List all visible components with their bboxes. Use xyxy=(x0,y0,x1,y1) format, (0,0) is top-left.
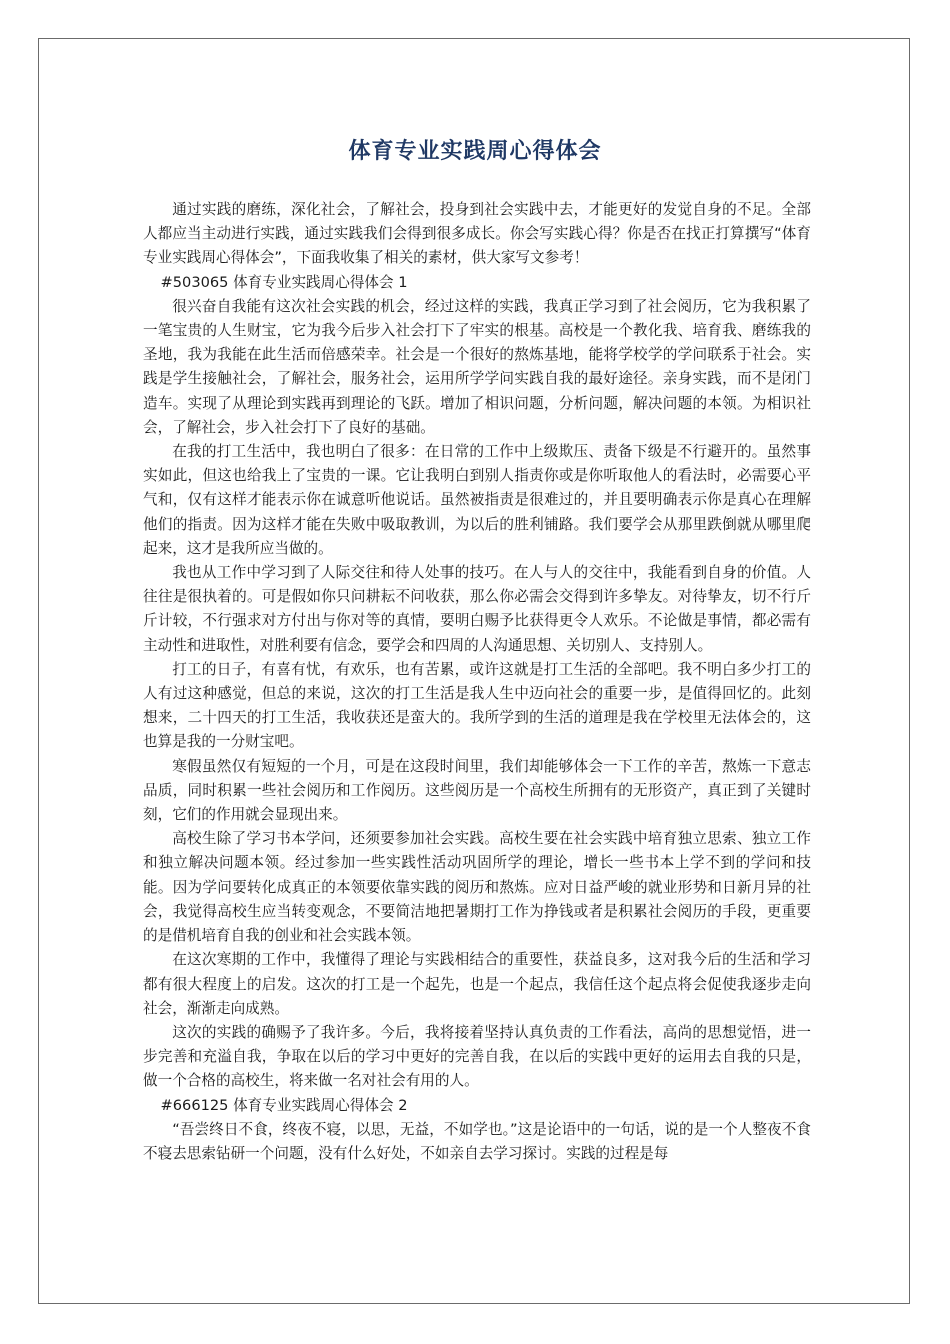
body-paragraph: 在这次寒期的工作中，我懂得了理论与实践相结合的重要性，获益良多，这对我今后的生活和学习都有很大程度上的启发。这次的打工是一个起先，也是一个起点，我信任这个起点将会促使我逐步走向社会，渐渐走向成熟。 xyxy=(143,951,811,1017)
section-heading-1: #503065 体育专业实践周心得体会 1 xyxy=(160,273,408,291)
section-heading-2: #666125 体育专业实践周心得体会 2 xyxy=(160,1096,408,1114)
body-paragraph: 我也从工作中学习到了人际交往和待人处事的技巧。在人与人的交往中，我能看到自身的价值。人往往是很执着的。可是假如你只问耕耘不问收获，那么你必需会交得到许多挚友。对待挚友，切不行斤斤计较，不行强求对方付出与你对等的真情，要明白赐予比获得更令人欢乐。不论做是事情，都必需有主动性和进取性，对胜利要有信念，要学会和四周的人沟通思想、关切别人、支持别人。 xyxy=(143,564,811,654)
intro-paragraph: 通过实践的磨练，深化社会，了解社会，投身到社会实践中去，才能更好的发觉自身的不足。全部人都应当主动进行实践，通过实践我们会得到很多成长。你会写实践心得？你是否在找正打算撰写“体育专业实践周心得体会”，下面我收集了相关的素材，供大家写文参考！ xyxy=(143,201,811,267)
body-paragraph: 打工的日子，有喜有忧，有欢乐，也有苦累，或许这就是打工生活的全部吧。我不明白多少打工的人有过这种感觉，但总的来说，这次的打工生活是我人生中迈向社会的重要一步，是值得回忆的。此刻想来，二十四天的打工生活，我收获还是蛮大的。我所学到的生活的道理是我在学校里无法体会的，这也算是我的一分财宝吧。 xyxy=(143,660,811,751)
body-paragraph: “吾尝终日不食，终夜不寝，以思，无益，不如学也。”这是论语中的一句话，说的是一个人整夜不食不寝去思索钻研一个问题，没有什么好处，不如亲自去学习探讨。实践的过程是每 xyxy=(143,1120,811,1162)
body-paragraph: 高校生除了学习书本学问，还须要参加社会实践。高校生要在社会实践中培育独立思索、独立工作和独立解决问题本领。经过参加一些实践性活动巩固所学的理论，增长一些书本上学不到的学问和技能。因为学问要转化成真正的本领要依靠实践的阅历和熬炼。应对日益严峻的就业形势和日新月异的社会，我觉得高校生应当转变观念，不要简洁地把暑期打工作为挣钱或者是积累社会阅历的手段，更重要的是借机培育自我的创业和社会实践本领。 xyxy=(143,830,811,945)
body-paragraph: 寒假虽然仅有短短的一个月，可是在这段时间里，我们却能够体会一下工作的辛苦，熬炼一下意志品质，同时积累一些社会阅历和工作阅历。这些阅历是一个高校生所拥有的无形资产，真正到了关键时刻，它们的作用就会显现出来。 xyxy=(143,757,811,824)
document-body xyxy=(143,198,811,1166)
body-paragraph: 这次的实践的确赐予了我许多。今后，我将接着坚持认真负责的工作看法，高尚的思想觉悟，进一步完善和充溢自我，争取在以后的学习中更好的完善自我，在以后的实践中更好的运用去自我的只是，做一个合格的高校生，将来做一名对社会有用的人。 xyxy=(143,1023,811,1090)
document-title: 体育专业实践周心得体会 xyxy=(348,139,602,164)
body-paragraph: 很兴奋自我能有这次社会实践的机会，经过这样的实践，我真正学习到了社会阅历，它为我积累了一笔宝贵的人生财宝，它为我今后步入社会打下了牢实的根基。高校是一个教化我、培育我、磨练我的圣地，我为我能在此生活而倍感荣幸。社会是一个很好的熬炼基地，能将学校学的学问联系于社会。实践是学生接触社会，了解社会，服务社会，运用所学学问实践自我的最好途径。亲身实践，而不是闭门造车。实现了从理论到实践再到理论的飞跃。增加了相识问题，分析问题，解决问题的本领。为相识社会，了解社会，步入社会打下了良好的基础。 xyxy=(143,297,811,436)
body-paragraph: 在我的打工生活中，我也明白了很多：在日常的工作中上级欺压、责备下级是不行避开的。虽然事实如此，但这也给我上了宝贵的一课。它让我明白到别人指责你或是你听取他人的看法时，必需要心平气和，仅有这样才能表示你在诚意听他说话。虽然被指责是很难过的，并且要明确表示你是真心在理解他们的指责。因为这样才能在失败中吸取教训，为以后的胜利铺路。我们要学会从那里跌倒就从哪里爬起来，这才是我所应当做的。 xyxy=(143,443,811,557)
